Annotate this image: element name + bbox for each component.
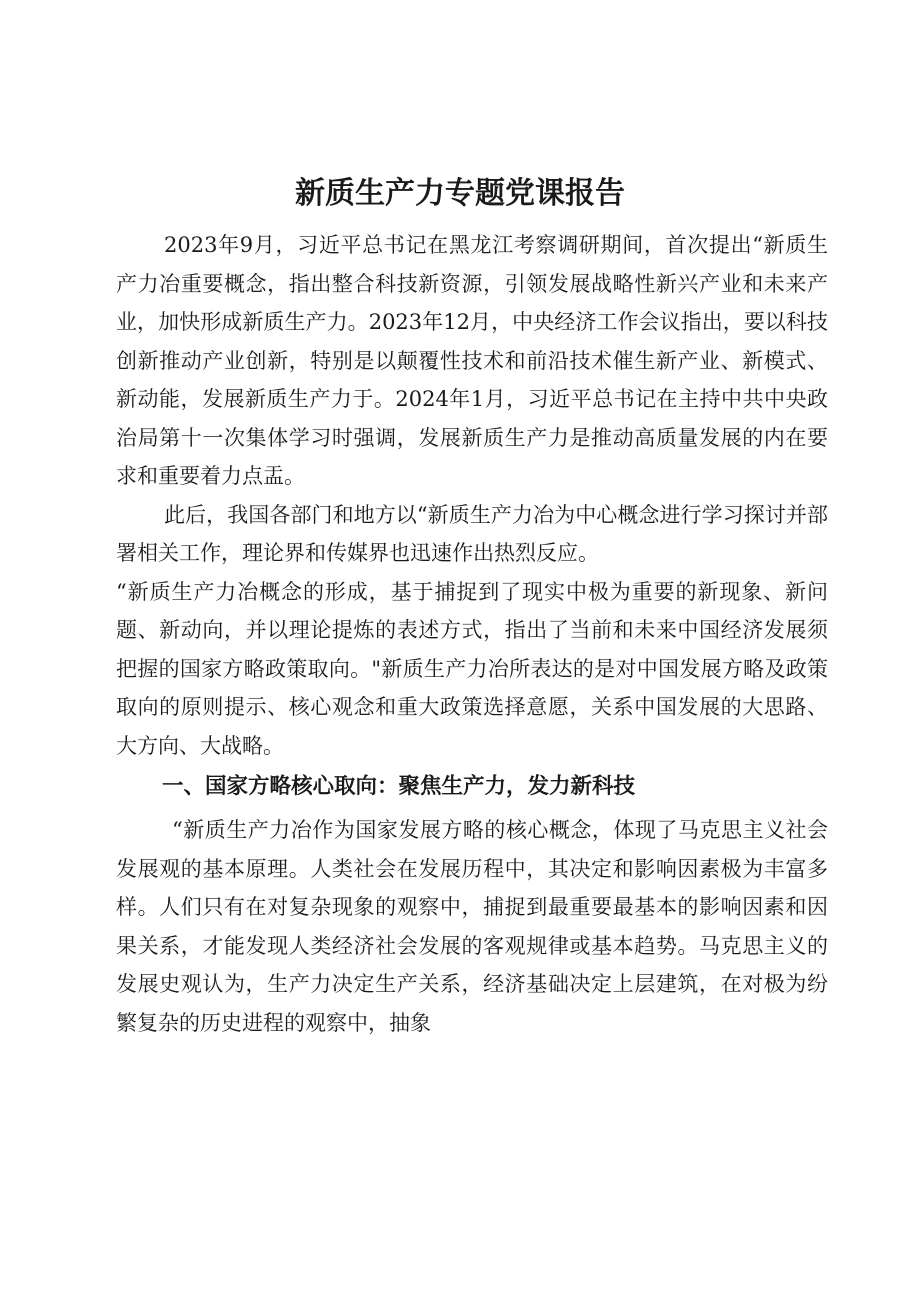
paragraph-3: “新质生产力冶概念的形成，基于捕捉到了现实中极为重要的新现象、新问题、新动向，并以理论提炼的表述方式，指出了当前和未来中国经济发展须把握的国家方略政策取向。"新质生产力冶所表达的是对中国发展方略及政策取向的原则提示、核心观念和重大政策选择意愿，关系中国发展的大思路、大方向、大战略。	[116, 579, 828, 758]
document-body	[116, 226, 828, 1042]
paragraph-1: 2023年9月，习近平总书记在黑龙江考察调研期间，首次提出“新质生产力冶重要概念，指出整合科技新资源，引领发展战略性新兴产业和未来产业，加快形成新质生产力。2023年12月，中央经济工作会议指出，要以科技创新推动产业创新，特别是以颠覆性技术和前沿技术催生新产业、新模式、新动能，发展新质生产力于。2024年1月，习近平总书记在主持中共中央政治局第十一次集体学习时强调，发展新质生产力是推动高质量发展的内在要求和重要着力点盂。	[116, 233, 828, 488]
section-heading: 一、国家方略核心取向：聚焦生产力，发力新科技	[162, 774, 636, 799]
section-paragraph: “新质生产力冶作为国家发展方略的核心概念，体现了马克思主义社会发展观的基本原理。人类社会在发展历程中，其决定和影响因素极为丰富多样。人们只有在对复杂现象的观察中，捕捉到最重要最基本的影响因素和因果关系，才能发现人类经济社会发展的客观规律或基本趋势。马克思主义的发展史观认为，生产力决定生产关系，经济基础决定上层建筑，在对极为纷繁复杂的历史进程的观察中，抽象	[116, 818, 828, 1035]
paragraph-2: 此后，我国各部门和地方以“新质生产力冶为中心概念进行学习探讨并部署相关工作，理论界和传媒界也迅速作出热烈反应。	[116, 502, 828, 565]
document-title: 新质生产力专题党课报告	[295, 176, 625, 211]
